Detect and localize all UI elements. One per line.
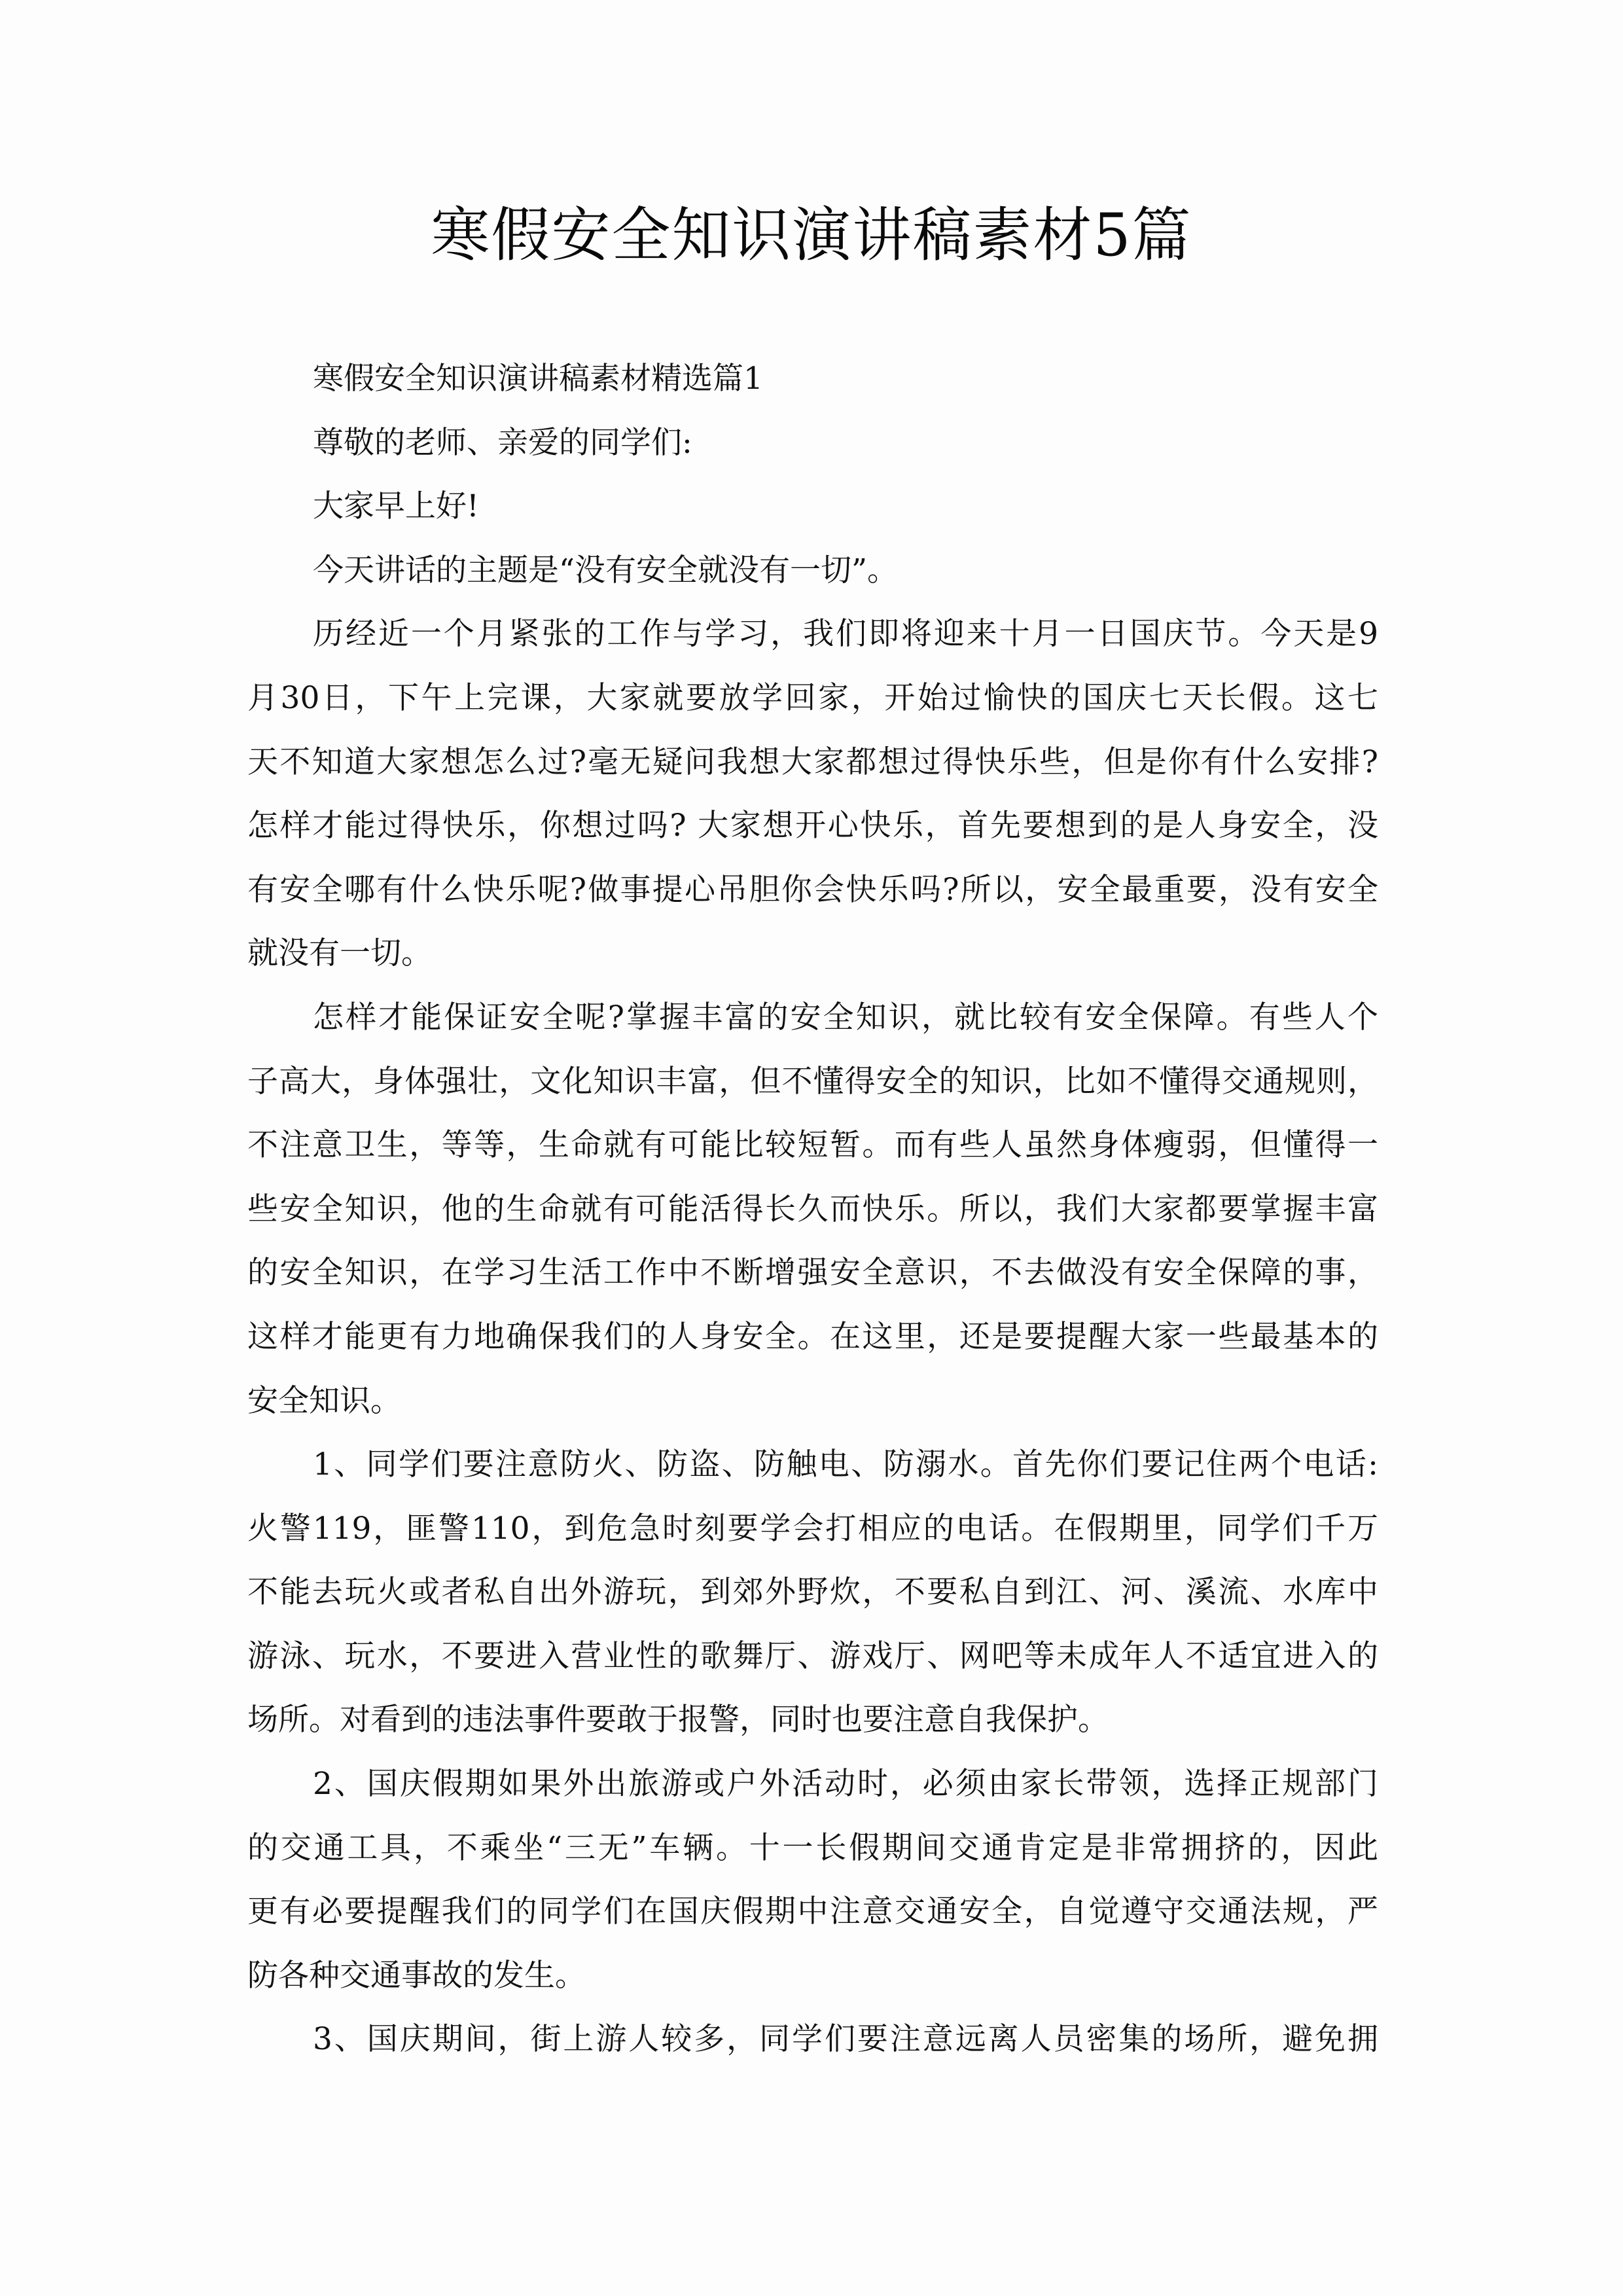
text-line: 大家早上好! (313, 488, 479, 525)
text-line: 有安全哪有什么快乐呢?做事提心吊胆你会快乐吗?所以，安全最重要，没有安全 (247, 871, 1378, 908)
text-line: 的交通工具，不乘坐“三无”车辆。十一长假期间交通肯定是非常拥挤的，因此 (247, 1829, 1378, 1866)
text-line: 天不知道大家想怎么过?毫无疑问我想大家都想过得快乐些，但是你有什么安排? (247, 744, 1378, 780)
text-line: 尊敬的老师、亲爱的同学们: (313, 424, 692, 461)
text-line: 月30日，下午上完课，大家就要放学回家，开始过愉快的国庆七天长假。这七 (247, 679, 1378, 716)
document-title: 寒假安全知识演讲稿素材5篇 (431, 201, 1192, 270)
text-line: 不能去玩火或者私自出外游玩，到郊外野炊，不要私自到江、河、溪流、水库中 (247, 1574, 1378, 1611)
text-line: 今天讲话的主题是“没有安全就没有一切”。 (313, 552, 899, 588)
text-line: 这样才能更有力地确保我们的人身安全。在这里，还是要提醒大家一些最基本的 (247, 1318, 1378, 1355)
text-line: 的安全知识，在学习生活工作中不断增强安全意识，不去做没有安全保障的事， (247, 1255, 1378, 1291)
text-line: 火警119，匪警110，到危急时刻要学会打相应的电话。在假期里，同学们千万 (247, 1510, 1378, 1547)
text-line: 更有必要提醒我们的同学们在国庆假期中注意交通安全，自觉遵守交通法规，严 (247, 1893, 1378, 1930)
text-line: 3、国庆期间，街上游人较多，同学们要注意远离人员密集的场所，避免拥 (313, 2021, 1378, 2058)
text-line: 怎样才能过得快乐，你想过吗? 大家想开心快乐，首先要想到的是人身安全，没 (247, 808, 1378, 844)
text-line: 就没有一切。 (247, 935, 432, 972)
text-line: 防各种交通事故的发生。 (247, 1957, 586, 1994)
document-body (247, 353, 1378, 2078)
text-line: 怎样才能保证安全呢?掌握丰富的安全知识，就比较有安全保障。有些人个 (313, 999, 1378, 1035)
text-line: 寒假安全知识演讲稿素材精选篇1 (313, 361, 763, 397)
text-line: 安全知识。 (247, 1382, 401, 1419)
text-line: 些安全知识，他的生命就有可能活得长久而快乐。所以，我们大家都要掌握丰富 (247, 1191, 1378, 1227)
text-line: 场所。对看到的违法事件要敢于报警，同时也要注意自我保护。 (247, 1702, 1109, 1738)
text-line: 游泳、玩水，不要进入营业性的歌舞厅、游戏厅、网吧等未成年人不适宜进入的 (247, 1638, 1378, 1674)
text-line: 2、国庆假期如果外出旅游或户外活动时，必须由家长带领，选择正规部门 (313, 1766, 1378, 1803)
text-line: 子高大，身体强壮，文化知识丰富，但不懂得安全的知识，比如不懂得交通规则， (247, 1063, 1378, 1100)
text-line: 历经近一个月紧张的工作与学习，我们即将迎来十月一日国庆节。今天是9 (313, 616, 1378, 653)
text-line: 不注意卫生，等等，生命就有可能比较短暂。而有些人虽然身体瘦弱，但懂得一 (247, 1127, 1378, 1164)
text-line: 1、同学们要注意防火、防盗、防触电、防溺水。首先你们要记住两个电话: (313, 1446, 1378, 1483)
